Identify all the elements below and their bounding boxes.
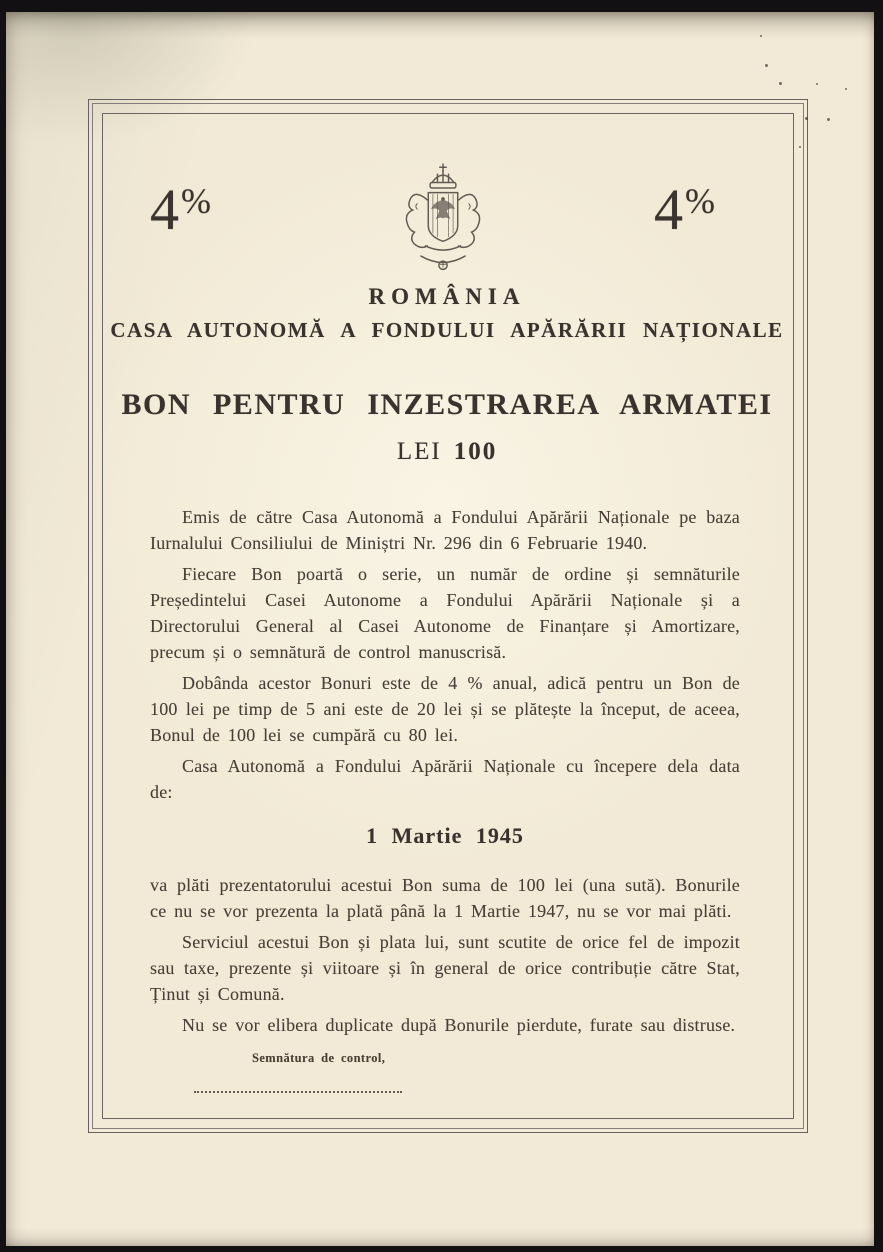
royal-coat-of-arms-icon xyxy=(397,158,489,298)
signature-line xyxy=(194,1091,402,1093)
interest-rate-left xyxy=(150,176,211,243)
country-name: ROMÂNIA xyxy=(368,284,526,309)
paragraph-tax-exemption: Serviciul acestui Bon și plata lui, sunt scutite de orice fel de impozit sau taxe, prezente și viitoare și în general de orice contribuție către Stat, Ținut și Comună. xyxy=(150,932,740,1004)
denomination-value: 100 xyxy=(453,438,498,465)
foxing-speck xyxy=(799,146,801,148)
signature-label: Semnătura de control, xyxy=(252,1051,386,1065)
interest-rate-left-number: 4 xyxy=(150,177,179,242)
paragraph-payment: va plăti prezentatorului acestui Bon suma de 100 lei (una sută). Bonurile ce nu se vor prezenta la plată până la 1 Martie 1947, nu se vor mai plăti. xyxy=(150,875,740,921)
interest-rate-right-number: 4 xyxy=(654,177,683,242)
foxing-speck xyxy=(779,82,782,85)
foxing-speck xyxy=(845,88,847,90)
date-heading: 1 Martie 1945 xyxy=(366,823,524,848)
interest-rate-right xyxy=(654,176,715,243)
percent-sign: % xyxy=(181,181,211,221)
foxing-speck xyxy=(765,64,768,67)
percent-sign: % xyxy=(685,181,715,221)
document-body xyxy=(150,504,740,1093)
document-title: BON PENTRU INZESTRAREA ARMATEI xyxy=(121,388,773,421)
paragraph-features: Fiecare Bon poartă o serie, un număr de ordine și semnăturile Președintelui Casei Autonome a Fondului Apărării Naționale și a Directorului General al Casei Autonome de Finanțare și Amortizare, precum și o semnătură de control manuscrisă. xyxy=(150,564,740,662)
paragraph-emission: Emis de către Casa Autonomă a Fondului Apărării Naționale pe baza Iurnalului Consiliului de Miniștri Nr. 296 din 6 Februarie 1940. xyxy=(150,507,740,553)
paper-document xyxy=(6,12,874,1246)
paragraph-duplicates: Nu se vor elibera duplicate după Bonurile pierdute, furate sau distruse. xyxy=(182,1015,736,1035)
foxing-speck xyxy=(760,35,762,37)
foxing-speck xyxy=(816,83,818,85)
institution-name: CASA AUTONOMĂ A FONDULUI APĂRĂRII NAȚIONALE xyxy=(110,318,784,342)
paragraph-effective-date-intro: Casa Autonomă a Fondului Apărării Naționale cu începere dela data de: xyxy=(150,756,740,802)
paragraph-interest: Dobânda acestor Bonuri este de 4 % anual, adică pentru un Bon de 100 lei pe timp de 5 ani este de 20 lei și se plătește la început, de aceea, Bonul de 100 lei se cumpără cu 80 lei. xyxy=(150,673,740,745)
foxing-speck xyxy=(827,118,830,121)
denomination xyxy=(88,438,806,466)
foxing-speck xyxy=(805,117,808,120)
denomination-currency-label: LEI xyxy=(396,438,442,465)
